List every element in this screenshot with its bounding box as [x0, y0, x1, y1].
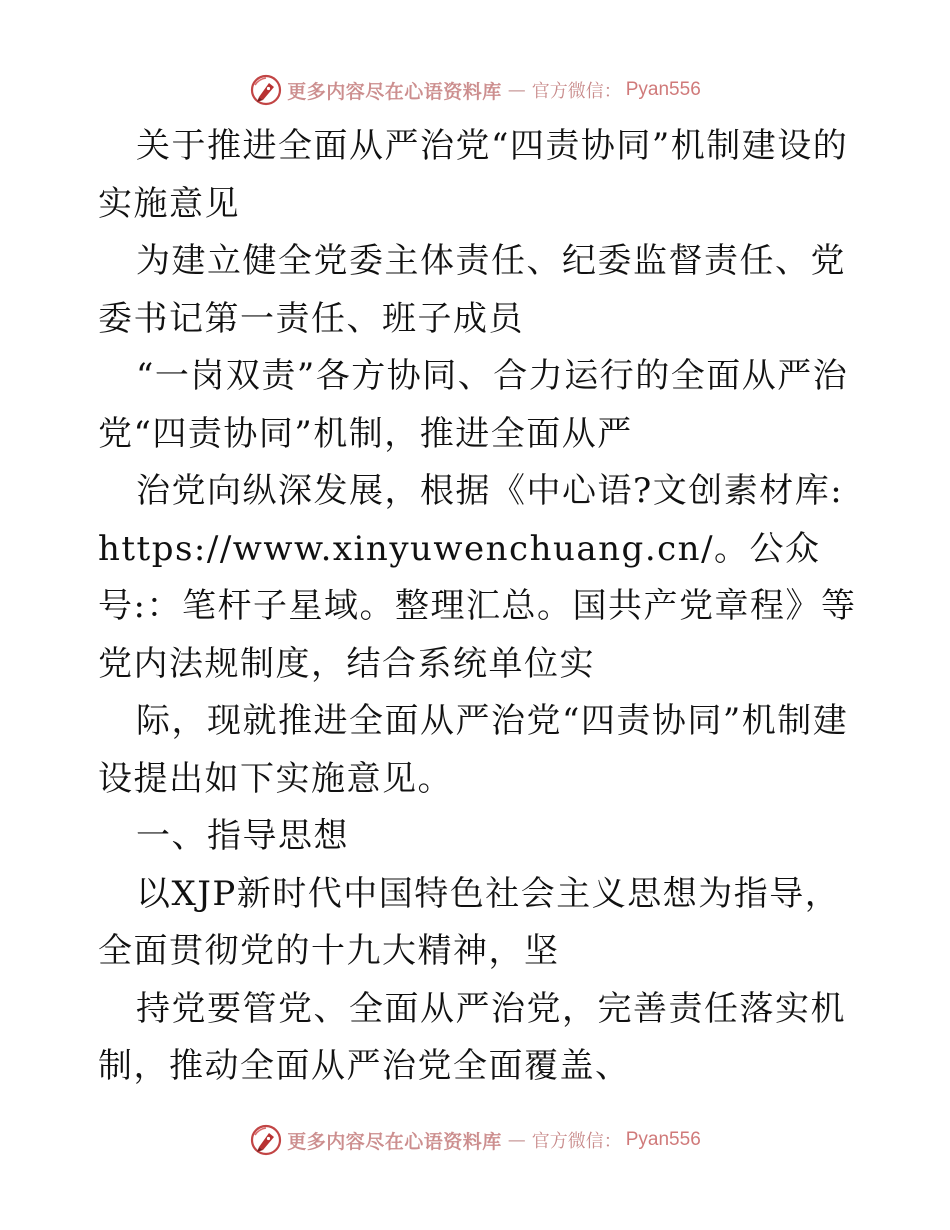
document-body: [98, 118, 858, 1096]
banner-separator: —: [507, 79, 526, 101]
banner-wechat-account: Pyan556: [625, 1129, 701, 1150]
document-title: 关于推进全面从严治党“四责协同”机制建设的实施意见: [98, 126, 849, 224]
banner-wechat-account: Pyan556: [625, 79, 701, 100]
section-heading-guiding-thought: 一、指导思想: [136, 816, 349, 856]
footer-banner: [0, 1120, 950, 1160]
paragraph-1: 为建立健全党委主体责任、纪委监督责任、党委书记第一责任、班子成员: [98, 241, 846, 339]
banner-wechat-label: 官方微信：: [531, 81, 622, 102]
paragraph-2: “一岗双责”各方协同、合力运行的全面从严治党“四责协同”机制，推进全面从严: [98, 356, 849, 454]
header-banner: [0, 70, 950, 110]
paragraph-7: 持党要管党、全面从严治党，完善责任落实机制，推动全面从严治党全面覆盖、: [98, 988, 846, 1086]
paragraph-3: 治党向纵深发展，根据《中心语?文创素材库:https://www.xinyuwenchuang.cn/。公众号:：笔杆子星域。整理汇总。国共产党章程》等党内法规制度，结合系统单位实: [98, 471, 857, 684]
paragraph-4: 际，现就推进全面从严治党“四责协同”机制建设提出如下实施意见。: [98, 701, 849, 799]
pen-nib-logo-icon: [249, 1123, 283, 1157]
banner-separator: —: [507, 1129, 526, 1151]
banner-main-text: 更多内容尽在心语资料库: [287, 80, 502, 103]
paragraph-6: 以XJP新时代中国特色社会主义思想为指导，全面贯彻党的十九大精神，坚: [98, 873, 841, 971]
pen-nib-logo-icon: [249, 73, 283, 107]
banner-main-text: 更多内容尽在心语资料库: [287, 1130, 502, 1153]
banner-wechat-label: 官方微信：: [531, 1131, 622, 1152]
banner-content: [249, 1123, 701, 1157]
banner-content: [249, 73, 701, 107]
